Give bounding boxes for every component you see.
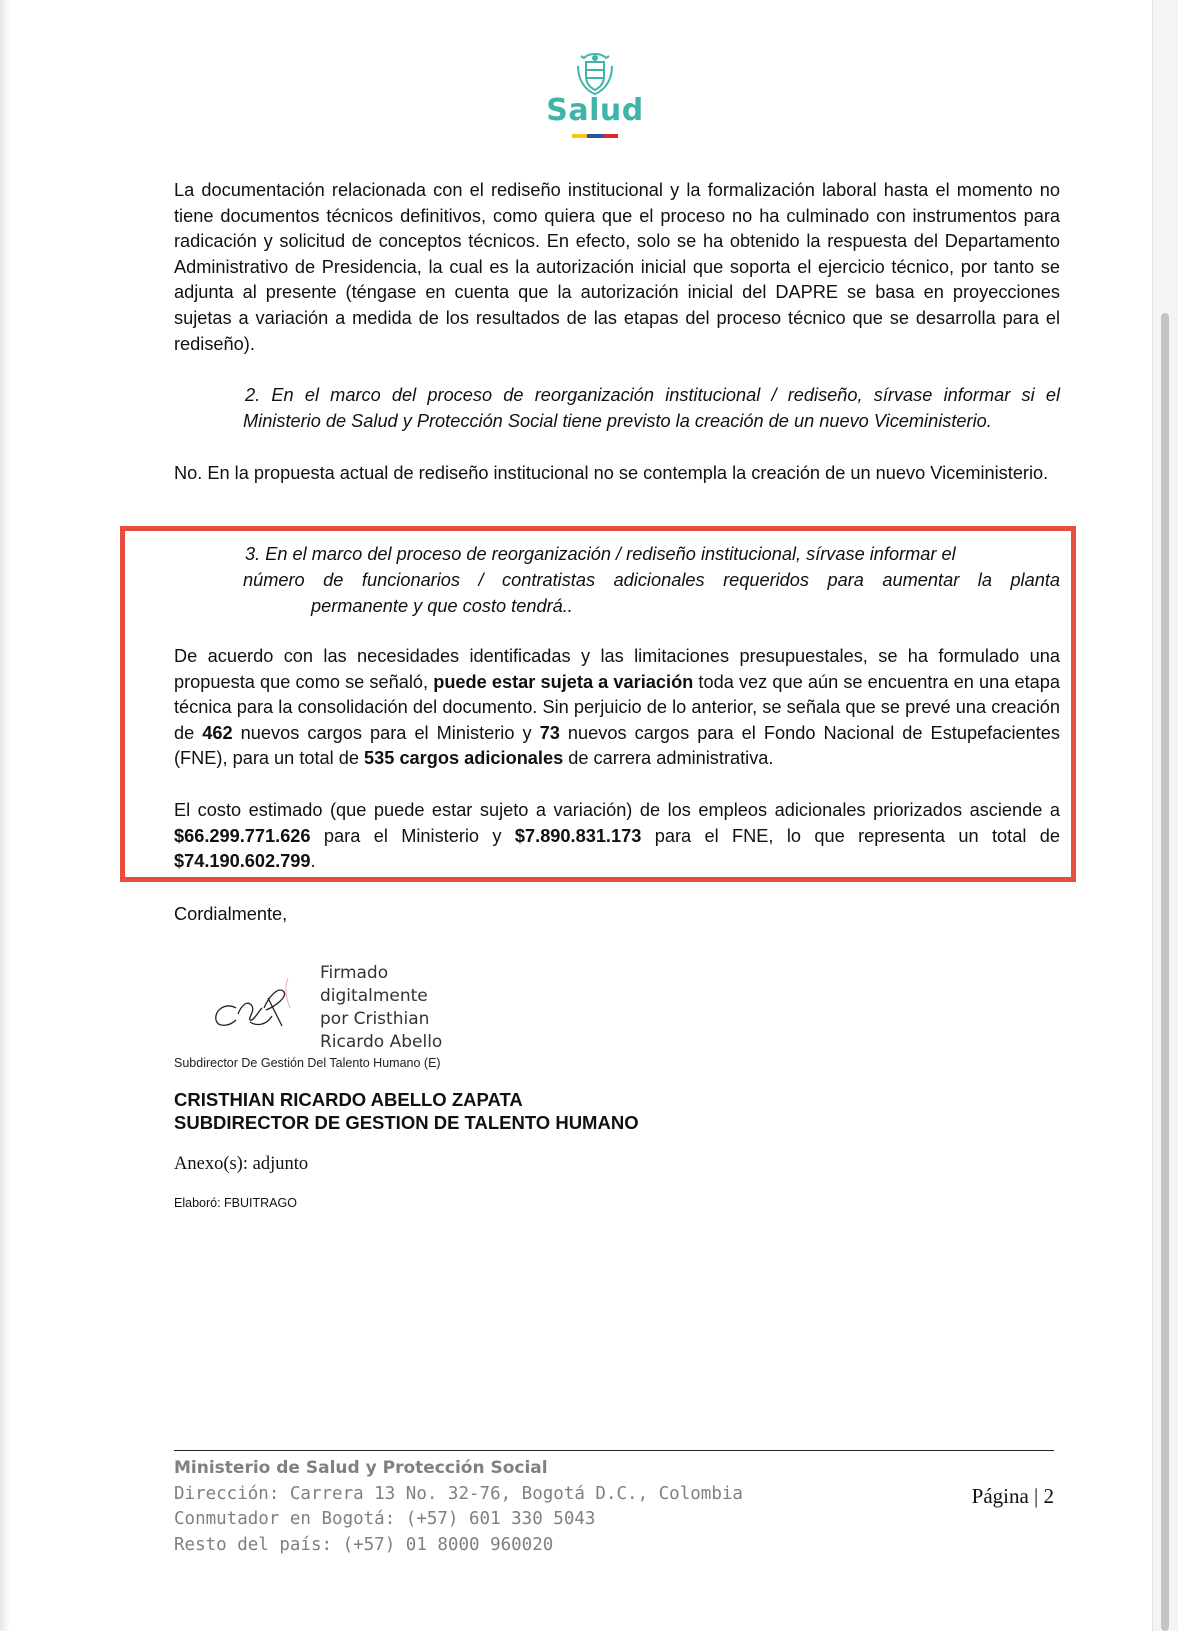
prepared-by: Elaboró: FBUITRAGO bbox=[174, 1196, 297, 1210]
closing: Cordialmente, bbox=[174, 904, 288, 924]
flag-stripe bbox=[572, 134, 618, 138]
signer-block bbox=[174, 1088, 639, 1134]
signature-block bbox=[174, 958, 674, 1078]
cost-ministry: $66.299.771.626 bbox=[174, 825, 311, 846]
footer-phone-bogota: Conmutador en Bogotá: (+57) 601 330 5043 bbox=[174, 1509, 596, 1529]
bold-73: 73 bbox=[539, 722, 560, 743]
bold-462: 462 bbox=[202, 722, 233, 743]
cost-fne: $7.890.831.173 bbox=[514, 825, 642, 846]
question-3-line-1: 3. En el marco del proceso de reorganización / rediseño institucional, sírvase informar el bbox=[245, 544, 956, 564]
logo-text: Salud bbox=[546, 93, 644, 128]
cost-paragraph: El costo estimado (que puede estar sujeto a variación) de los empleos adicionales priorizados asciende a $66.299.771.626 para el Ministerio y $7.890.831.173 para el FNE, lo que representa un total de $74.190.602.799. bbox=[174, 800, 1060, 872]
question-2-line-1: 2. En el marco del proceso de reorganización institucional / rediseño, sírvase informar si el bbox=[245, 385, 1060, 405]
question-3-line-3: permanente y que costo tendrá.. bbox=[311, 596, 573, 616]
handwritten-signature bbox=[206, 978, 306, 1038]
page-shadow bbox=[0, 0, 10, 1631]
footer-ministry: Ministerio de Salud y Protección Social bbox=[174, 1458, 548, 1478]
footer-divider bbox=[174, 1450, 1054, 1451]
question-2-line-2: Ministerio de Salud y Protección Social tiene previsto la creación de un nuevo Viceministerio. bbox=[243, 411, 992, 431]
cost-total: $74.190.602.799 bbox=[174, 851, 311, 872]
paragraph-documentation: La documentación relacionada con el rediseño institucional y la formalización laboral hasta el momento no tiene documentos técnicos definitivos, como quiera que el proceso no ha culminado con instrumentos para radicación y solicitud de conceptos técnicos. En efecto, solo se ha obtenido la respuesta del Departamento Administrativo de Presidencia, la cual es la autorización inicial que soporta el ejercicio técnico, por tanto se adjunta al presente (téngase en cuenta que la autorización inicial del DAPRE se basa en proyecciones sujetas a variación a medida de los resultados de las etapas del proceso técnico que se desarrolla para el rediseño). bbox=[174, 180, 1060, 354]
footer-address: Dirección: Carrera 13 No. 32-76, Bogotá D.C., Colombia bbox=[174, 1483, 743, 1504]
footer-phone-country: Resto del país: (+57) 01 8000 960020 bbox=[174, 1534, 554, 1555]
annex-line: Anexo(s): adjunto bbox=[174, 1154, 309, 1174]
page-number: Página | 2 bbox=[971, 1484, 1054, 1508]
scrollbar-thumb[interactable] bbox=[1161, 313, 1169, 1631]
signer-name: CRISTHIAN RICARDO ABELLO ZAPATA bbox=[174, 1089, 523, 1110]
coat-of-arms-icon bbox=[572, 50, 618, 98]
signature-caption: Subdirector De Gestión Del Talento Humano (E) bbox=[174, 1056, 441, 1070]
answer-2: No. En la propuesta actual de rediseño institucional no se contempla la creación de un nuevo Viceministerio. bbox=[174, 463, 1049, 483]
answer-3: De acuerdo con las necesidades identificadas y las limitaciones presupuestales, se ha formulado una propuesta que como se señaló, puede estar sujeta a variación toda vez que aún se encuentra en una etapa técnica para la consolidación del documento. Sin perjuicio de lo anterior, se señala que se prevé una creación de 462 nuevos cargos para el Ministerio y 73 nuevos cargos para el Fondo Nacional de Estupefacientes (FNE), para un total de 535 cargos adicionales de carrera administrativa. bbox=[174, 646, 1061, 769]
digital-signature-stamp: Firmado digitalmente por Cristhian Ricardo Abello bbox=[320, 963, 443, 1052]
bold-535: 535 cargos adicionales bbox=[364, 748, 564, 769]
flag-yellow bbox=[572, 134, 587, 138]
question-3-line-2: número de funcionarios / contratistas adicionales requeridos para aumentar la planta bbox=[243, 570, 1060, 590]
flag-blue bbox=[587, 134, 602, 138]
signer-title: SUBDIRECTOR DE GESTION DE TALENTO HUMANO bbox=[174, 1112, 639, 1133]
footer bbox=[174, 1456, 743, 1558]
flag-red bbox=[603, 134, 618, 138]
bold-variation: puede estar sujeta a variación bbox=[433, 671, 694, 692]
salud-logo bbox=[545, 50, 645, 138]
